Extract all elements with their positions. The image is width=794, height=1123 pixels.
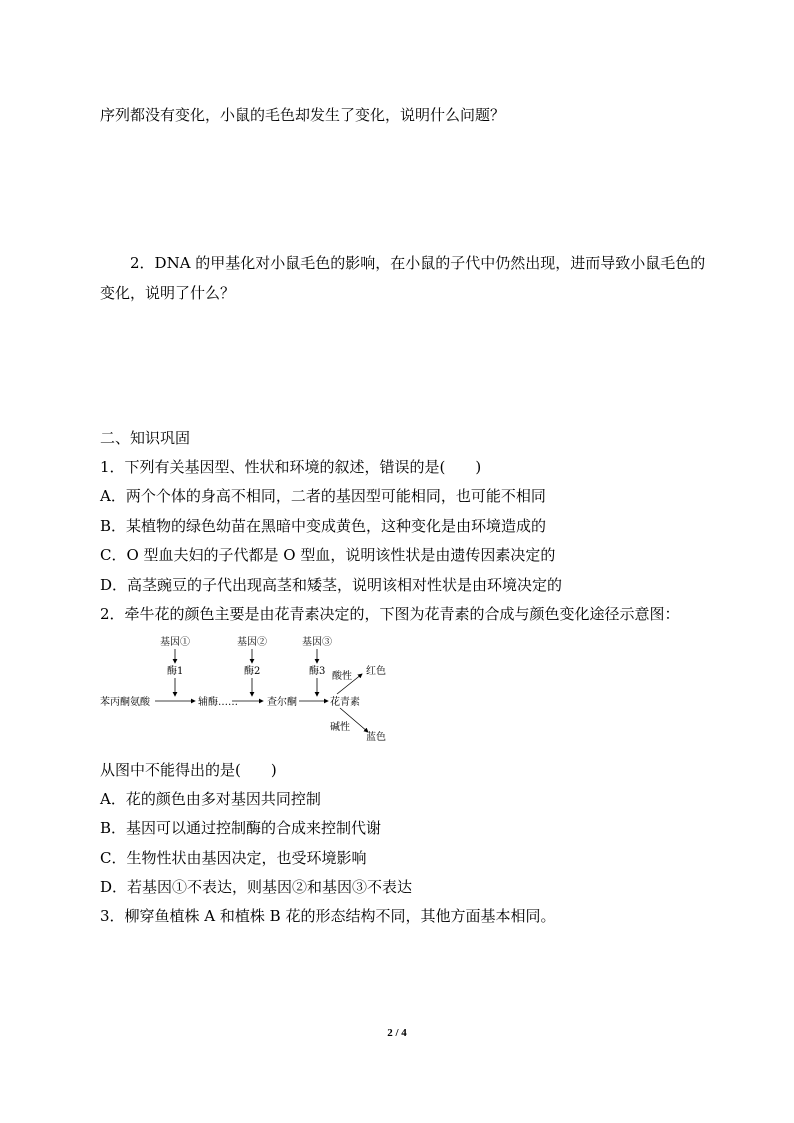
page-number: 2 / 4 [387, 1027, 407, 1039]
substrate-coenzyme: 辅酶…… [198, 697, 238, 708]
question-3-stem: 3．柳穿鱼植株 A 和植株 B 花的形态结构不同，其他方面基本相同。 [100, 907, 556, 925]
question-1-option-d: D．高茎豌豆的子代出现高茎和矮茎，说明该相对性状是由环境决定的 [100, 576, 563, 594]
question-1-option-b: B．某植物的绿色幼苗在黑暗中变成黄色，这种变化是由环境造成的 [100, 517, 547, 535]
acidic-label: 酸性 [332, 671, 352, 682]
gene-1-label: 基因① [160, 637, 190, 648]
question-2-sub-stem: 从图中不能得出的是( ) [100, 761, 277, 779]
question-2-option-a: A．花的颜色由多对基因共同控制 [100, 790, 321, 808]
enzyme-3-label: 酶3 [309, 666, 326, 677]
substrate-anthocyanin: 花青素 [330, 697, 360, 708]
question-2-option-c: C．生物性状由基因决定，也受环境影响 [100, 849, 367, 867]
enzyme-1-label: 酶1 [167, 666, 184, 677]
question-2-option-b: B．基因可以通过控制酶的合成来控制代谢 [100, 819, 382, 837]
enzyme-2-label: 酶2 [244, 666, 261, 677]
gene-3-label: 基因③ [302, 637, 332, 648]
blue-label: 蓝色 [366, 732, 386, 742]
question-2-text-cont: 变化，说明了什么？ [100, 284, 236, 302]
question-1-stem: 1．下列有关基因型、性状和环境的叙述，错误的是( ) [100, 458, 482, 476]
section-heading: 二、知识巩固 [100, 429, 191, 447]
basic-label: 碱性 [330, 722, 350, 733]
question-1-option-a: A．两个个体的身高不相同，二者的基因型可能相同，也可能不相同 [100, 487, 546, 505]
substrate-phenylalanine: 苯丙酮氨酸 [100, 697, 150, 708]
gene-2-label: 基因② [237, 637, 267, 648]
anthocyanin-pathway-diagram [100, 634, 400, 742]
question-2-text: 2．DNA 的甲基化对小鼠毛色的影响，在小鼠的子代中仍然出现，进而导致小鼠毛色的 [130, 254, 706, 272]
text-line: 序列都没有变化，小鼠的毛色却发生了变化，说明什么问题？ [100, 106, 506, 124]
red-label: 红色 [366, 666, 386, 677]
substrate-chalcone: 查尔酮 [267, 697, 297, 708]
question-2-option-d: D．若基因①不表达，则基因②和基因③不表达 [100, 878, 413, 896]
question-2-stem: 2．牵牛花的颜色主要是由花青素决定的，下图为花青素的合成与颜色变化途径示意图： [100, 605, 680, 623]
question-1-option-c: C．O 型血夫妇的子代都是 O 型血，说明该性状是由遗传因素决定的 [100, 546, 556, 564]
